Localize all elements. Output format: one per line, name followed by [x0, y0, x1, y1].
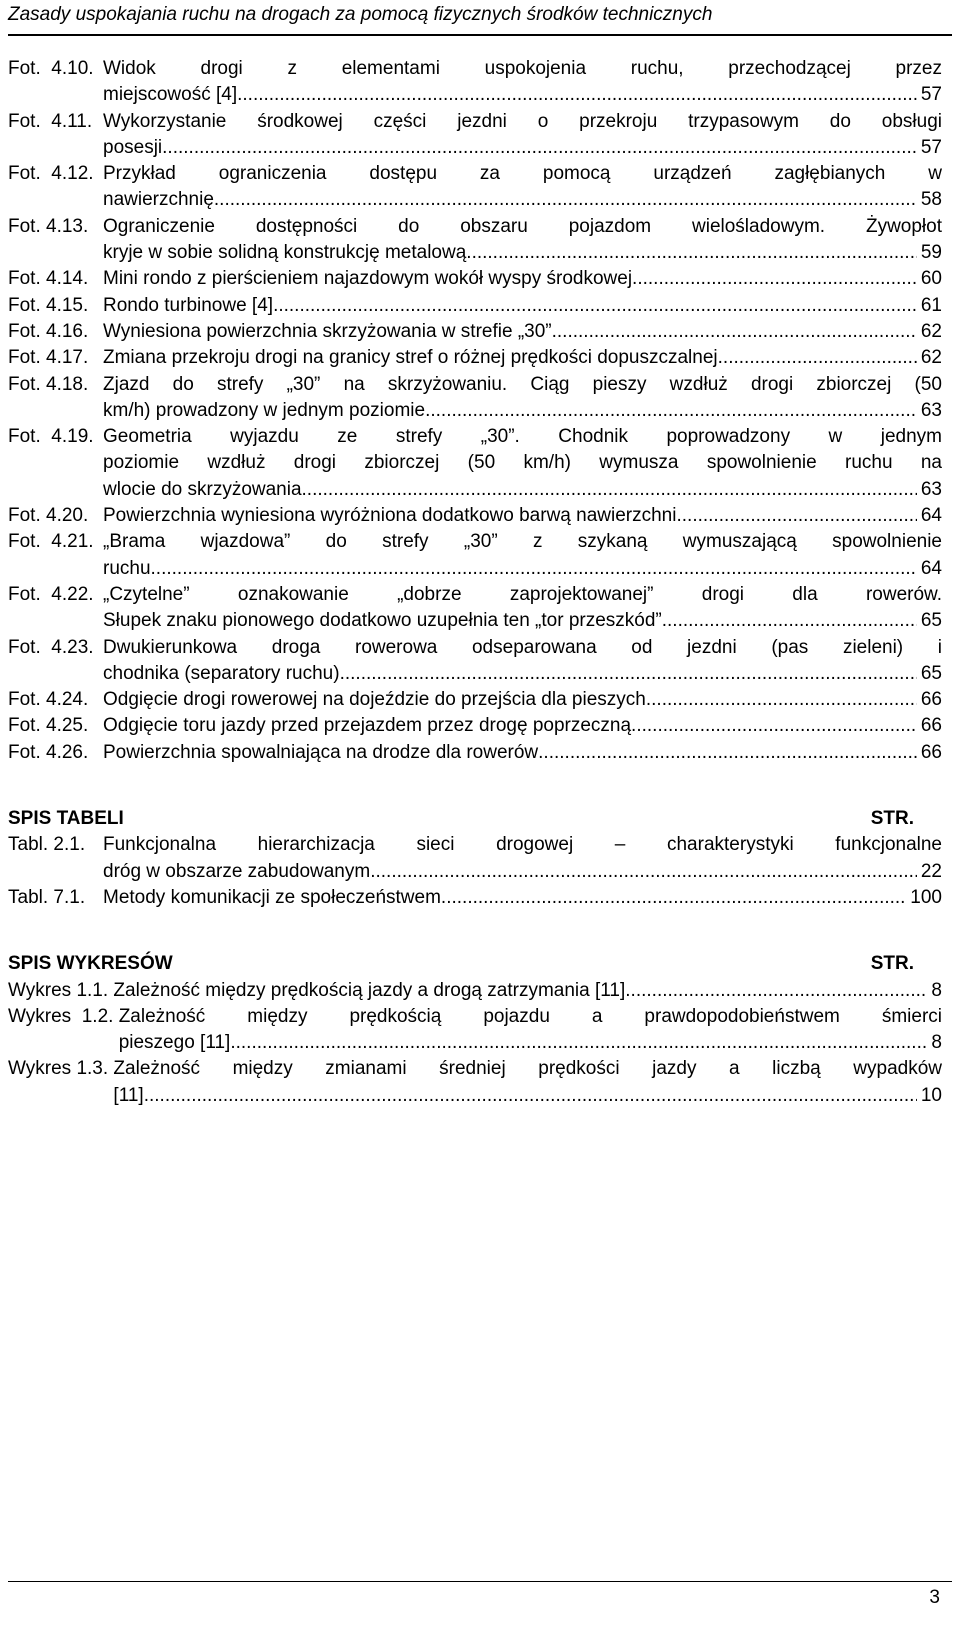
toc-entry-body [103, 635, 942, 688]
toc-entry-title-line: Geometria wyjazdu ze strefy „30”. Chodnik poprowadzony w jednym [103, 426, 942, 448]
toc-entry-title: kryje w sobie solidną konstrukcję metalową. [103, 242, 472, 264]
toc-entry-title-line: Funkcjonalna hierarchizacja sieci drogowej – charakterystyki funkcjonalne [103, 834, 942, 856]
toc-entry-leader-line [103, 713, 942, 739]
toc-entry-page: 64 [920, 557, 942, 579]
toc-entry-number: Fot. 4.10. [8, 58, 94, 79]
toc-entry-page: 58 [920, 189, 942, 211]
toc-entry-leader-line [103, 82, 942, 108]
toc-entry-leader-line [103, 266, 942, 292]
toc-entry-title: Powierzchnia wyniesiona wyróżniona dodatkowo barwą nawierzchni [103, 505, 677, 527]
toc-entry[interactable] [8, 266, 942, 292]
toc-entry-leader-line [103, 556, 942, 582]
toc-entry-number: Fot. 4.18. [8, 373, 94, 395]
toc-entry-title: Zmiana przekroju drogi na granicy stref o różnej prędkości dopuszczalnej [103, 347, 718, 369]
toc-entry-body [103, 372, 942, 425]
toc-entry-number: Tabl. 2.1. [8, 834, 91, 856]
toc-dot-leader [144, 1083, 917, 1109]
toc-dot-leader [632, 266, 917, 292]
toc-entry-body [103, 56, 942, 109]
toc-entry-number: Wykres 1.3. [8, 1058, 114, 1080]
toc-entry-page: 63 [920, 478, 942, 500]
toc-entry-page: 57 [920, 136, 942, 158]
toc-dot-leader [472, 240, 917, 266]
toc-entry[interactable] [8, 635, 942, 688]
toc-entry-leader-line [103, 859, 942, 885]
toc-entry-title-line: Wykorzystanie środkowej części jezdni o przekroju trzypasowym do obsługi [103, 110, 942, 132]
toc-entry-title-line: Zjazd do strefy „30” na skrzyżowaniu. Ciąg pieszy wzdłuż drogi zbiorczej (50 [103, 373, 942, 395]
toc-entry-body [103, 293, 942, 319]
toc-entry-page: 8 [931, 1032, 942, 1054]
toc-entry-number: Tabl. 7.1. [8, 886, 91, 908]
toc-dot-leader [538, 740, 917, 766]
toc-entry-title: Słupek znaku pionowego dodatkowo uzupełnia ten „tor przeszkód” [103, 610, 662, 632]
toc-entry-title-line: „Brama wjazdowa” do strefy „30” z szykaną wymuszającą spowolnienie [103, 531, 942, 553]
toc-entry-number: Fot. 4.13. [8, 215, 94, 237]
toc-entry-number: Fot. 4.20. [8, 505, 94, 527]
toc-entry-title-line: poziomie wzdłuż drogi zbiorczej (50 km/h) wymusza spowolnienie ruchu na [103, 452, 942, 474]
toc-dot-leader [302, 477, 917, 503]
toc-entry-page: 8 [931, 979, 942, 1001]
toc-dot-leader [151, 556, 917, 582]
toc-entry-leader-line [103, 661, 942, 687]
toc-entry-title-line: Zależność między prędkością pojazdu a prawdopodobieństwem śmierci [118, 1005, 942, 1027]
tables-section-col: STR. [870, 808, 914, 830]
toc-entry-title: wlocie do skrzyżowania [103, 478, 302, 500]
toc-entry-body [103, 109, 942, 162]
tables-list [8, 832, 942, 911]
toc-entry-number: Fot. 4.24. [8, 689, 94, 711]
toc-dot-leader [214, 187, 917, 213]
toc-entry-body [103, 266, 942, 292]
toc-entry-number: Wykres 1.1. [8, 979, 114, 1001]
toc-entry-body [113, 978, 942, 1004]
toc-entry-leader-line [103, 293, 942, 319]
toc-entry-page: 60 [920, 268, 942, 290]
toc-entry-leader-line [103, 319, 942, 345]
toc-entry-page: 61 [920, 294, 942, 316]
toc-entry-number: Fot. 4.23. [8, 636, 99, 658]
toc-entry-leader-line [103, 477, 942, 503]
toc-entry-body [103, 214, 942, 267]
toc-entry-body [103, 740, 942, 766]
toc-entry-body [103, 582, 942, 635]
toc-entry-body [103, 529, 942, 582]
toc-entry-number: Fot. 4.26. [8, 741, 94, 763]
toc-entry-body [103, 161, 942, 214]
toc-entry[interactable] [8, 713, 942, 739]
toc-entry-leader-line [103, 687, 942, 713]
toc-entry-body [103, 687, 942, 713]
toc-entry[interactable] [8, 1056, 942, 1109]
toc-dot-leader [646, 687, 917, 713]
toc-entry-leader-line [103, 187, 942, 213]
toc-entry-leader-line [103, 503, 942, 529]
toc-entry-leader-line [119, 1030, 942, 1056]
toc-entry-title: miejscowość [4] [103, 84, 238, 106]
toc-entry[interactable] [8, 582, 942, 635]
toc-dot-leader [237, 82, 917, 108]
toc-entry[interactable] [8, 832, 942, 885]
toc-entry-leader-line [103, 345, 942, 371]
toc-entry[interactable] [8, 109, 942, 162]
toc-dot-leader [162, 135, 917, 161]
toc-entry-title-line: Przykład ograniczenia dostępu za pomocą urządzeń zagłębianych w [103, 163, 942, 185]
toc-entry-number: Fot. 4.25. [8, 715, 94, 737]
toc-entry-title: ruchu [103, 557, 151, 579]
toc-entry-number: Fot. 4.15. [8, 294, 94, 316]
toc-entry-page: 63 [920, 399, 942, 421]
toc-entry-page: 59 [920, 242, 942, 264]
toc-entry-number: Fot. 4.14. [8, 268, 94, 290]
toc-entry-title: Zależność między prędkością jazdy a drogą zatrzymania [11] [113, 979, 626, 1001]
toc-entry[interactable] [8, 293, 942, 319]
toc-entry-title-line: Dwukierunkowa droga rowerowa odseparowana od jezdni (pas zieleni) i [103, 636, 942, 658]
toc-dot-leader [273, 293, 917, 319]
toc-entry-leader-line [103, 135, 942, 161]
toc-entry-title: Mini rondo z pierścieniem najazdowym wokół wyspy środkowej [103, 268, 633, 290]
toc-entry-page: 66 [920, 715, 942, 737]
toc-entry-number: Fot. 4.19. [8, 426, 99, 448]
toc-dot-leader [370, 859, 917, 885]
toc-entry-page: 65 [920, 610, 942, 632]
toc-entry-leader-line [113, 1083, 942, 1109]
charts-section-heading [8, 951, 914, 977]
toc-entry-title: Metody komunikacji ze społeczeństwem [103, 886, 441, 908]
toc-entry-title: Odgięcie drogi rowerowej na dojeździe do przejścia dla pieszych [103, 689, 646, 711]
running-header [8, 2, 952, 36]
toc-entry[interactable] [8, 372, 942, 425]
toc-entry-number: Fot. 4.11. [8, 110, 93, 132]
toc-entry-leader-line [103, 885, 942, 911]
toc-entry[interactable] [8, 1004, 942, 1057]
toc-entry-title: nawierzchnię [103, 189, 214, 211]
tables-section-heading [8, 806, 914, 832]
toc-dot-leader [230, 1030, 927, 1056]
toc-dot-leader [676, 503, 916, 529]
toc-entry-body [103, 345, 942, 371]
charts-section-title: SPIS WYKRESÓW [8, 953, 173, 975]
toc-entry[interactable] [8, 345, 942, 371]
footer-rule [8, 1581, 952, 1582]
page-number: 3 [929, 1587, 940, 1608]
toc-entry[interactable] [8, 978, 942, 1004]
toc-entry-title: km/h) prowadzony w jednym poziomie [103, 399, 426, 421]
toc-entry-body [103, 424, 942, 503]
toc-entry-page: 100 [910, 886, 942, 908]
toc-entry-body [103, 319, 942, 345]
toc-entry-number: Fot. 4.16. [8, 320, 94, 342]
toc-entry-title: dróg w obszarze zabudowanym [103, 860, 371, 882]
toc-entry-page: 65 [920, 662, 942, 684]
toc-entry-title: Powierzchnia spowalniająca na drodze dla rowerów [103, 741, 539, 763]
toc-entry[interactable] [8, 56, 942, 109]
toc-dot-leader [552, 319, 917, 345]
toc-entry-body [113, 1056, 942, 1109]
toc-entry-title-line: „Czytelne” oznakowanie „dobrze zaprojektowanej” drogi dla rowerów. [103, 583, 942, 605]
running-header-title: Zasady uspokajania ruchu na drogach za pomocą fizycznych środków technicznych [8, 4, 713, 25]
toc-entry-page: 62 [920, 347, 942, 369]
tables-section-title: SPIS TABELI [8, 808, 124, 830]
toc-entry-page: 66 [920, 689, 942, 711]
toc-entry-title: chodnika (separatory ruchu) [103, 662, 340, 684]
toc-dot-leader [625, 978, 927, 1004]
toc-entry-title-line: Zależność między zmianami średniej prędkości jazdy a liczbą wypadków [113, 1058, 942, 1080]
toc-entry-page: 57 [920, 84, 942, 106]
toc-entry-body [119, 1004, 942, 1057]
toc-dot-leader [340, 661, 917, 687]
toc-entry[interactable] [8, 214, 942, 267]
charts-section-col: STR. [870, 953, 914, 975]
toc-entry-number: Fot. 4.21. [8, 531, 99, 553]
toc-entry-body [103, 832, 942, 885]
toc-entry-title-line: Widok drogi z elementami uspokojenia ruchu, przechodzącej przez [103, 58, 942, 79]
toc-entry[interactable] [8, 885, 942, 911]
toc-entry-body [103, 503, 942, 529]
table-of-contents [8, 56, 942, 1109]
toc-entry-number: Wykres 1.2. [8, 1005, 119, 1027]
toc-entry[interactable] [8, 503, 942, 529]
toc-dot-leader [718, 345, 917, 371]
toc-entry-title: posesji [103, 136, 163, 158]
toc-dot-leader [636, 713, 917, 739]
toc-entry-page: 64 [920, 505, 942, 527]
charts-list [8, 978, 942, 1109]
toc-entry-title: Odgięcie toru jazdy przed przejazdem przez drogę poprzeczną. [103, 715, 637, 737]
toc-entry-title: [11] [113, 1084, 144, 1106]
toc-entry[interactable] [8, 424, 942, 503]
toc-entry[interactable] [8, 740, 942, 766]
toc-entry-leader-line [103, 398, 942, 424]
toc-dot-leader [425, 398, 917, 424]
toc-entry-title-line: Ograniczenie dostępności do obszaru pojazdom wielośladowym. Żywopłot [103, 215, 942, 237]
toc-entry[interactable] [8, 319, 942, 345]
toc-entry-page: 62 [920, 320, 942, 342]
toc-entry-leader-line [113, 978, 942, 1004]
toc-entry-body [103, 713, 942, 739]
toc-entry-page: 66 [920, 741, 942, 763]
photos-list [8, 56, 942, 766]
toc-entry[interactable] [8, 687, 942, 713]
toc-entry-leader-line [103, 240, 942, 266]
toc-entry-page: 22 [920, 860, 942, 882]
toc-entry[interactable] [8, 161, 942, 214]
toc-dot-leader [441, 885, 906, 911]
toc-entry-title: Wyniesiona powierzchnia skrzyżowania w strefie „30” [103, 320, 552, 342]
toc-entry-leader-line [103, 608, 942, 634]
toc-entry-number: Fot. 4.12. [8, 163, 99, 185]
toc-entry[interactable] [8, 529, 942, 582]
toc-entry-number: Fot. 4.22. [8, 583, 99, 605]
toc-entry-number: Fot. 4.17. [8, 347, 94, 369]
toc-entry-page: 10 [920, 1084, 942, 1106]
toc-entry-body [103, 885, 942, 911]
toc-entry-title: Rondo turbinowe [4] [103, 294, 274, 316]
toc-dot-leader [662, 608, 917, 634]
toc-entry-title: pieszego [11] [118, 1032, 231, 1054]
toc-entry-leader-line [103, 740, 942, 766]
